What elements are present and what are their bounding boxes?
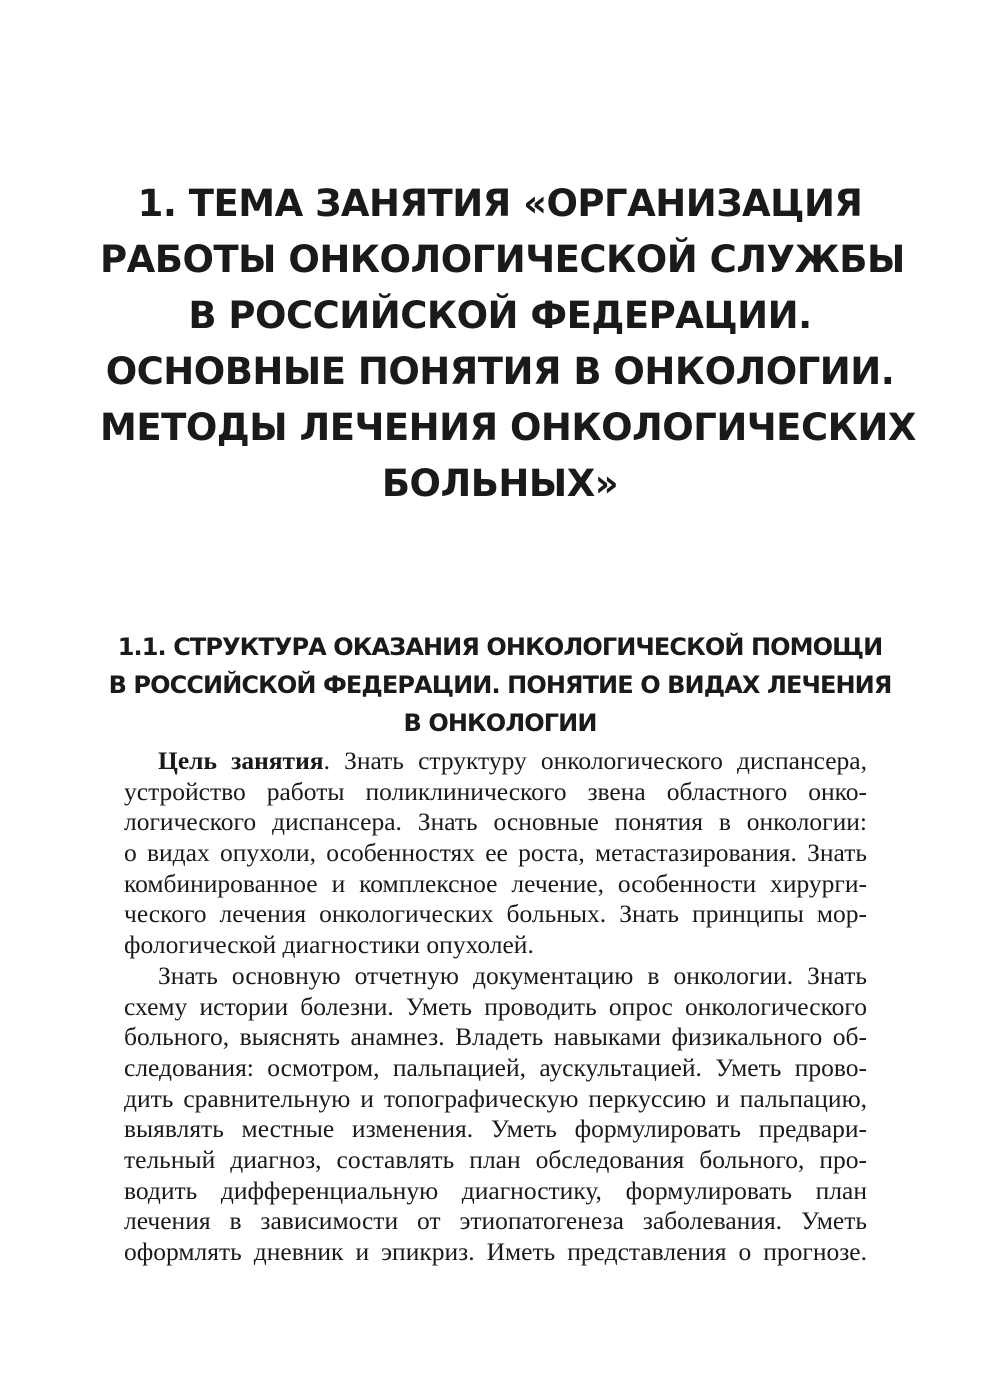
body-text [124, 746, 867, 1268]
paragraph-line: лечения в зависимости от этиопатогенеза заболевания. Уметь [124, 1206, 867, 1236]
paragraph-line: следования: осмотром, пальпацией, аускультацией. Уметь прово- [124, 1052, 867, 1082]
paragraph-line: больного, выяснять анамнез. Владеть навыками физикального об- [124, 1022, 867, 1052]
paragraph-line: устройство работы поликлинического звена областного онко- [124, 776, 867, 806]
paragraph-line [124, 746, 867, 777]
section-title [100, 628, 900, 742]
chapter-title-line: В РОССИЙСКОЙ ФЕДЕРАЦИИ. [188, 294, 812, 337]
paragraph-line: ческого лечения онкологических больных. Знать принципы мор- [124, 899, 867, 929]
goal-lead: Цель занятия [158, 746, 324, 775]
paragraph-skills [124, 961, 867, 1268]
chapter-title-line: ОСНОВНЫЕ ПОНЯТИЯ В ОНКОЛОГИИ. [105, 350, 895, 393]
paragraph-line: схему истории болезни. Уметь проводить опрос онкологического [124, 991, 867, 1021]
chapter-title [100, 176, 916, 512]
chapter-title-line: МЕТОДЫ ЛЕЧЕНИЯ ОНКОЛОГИЧЕСКИХ [100, 406, 916, 449]
paragraph-line: о видах опухоли, особенностях ее роста, метастазирования. Знать [124, 838, 867, 868]
chapter-title-line: РАБОТЫ ОНКОЛОГИЧЕСКОЙ СЛУЖБЫ [100, 238, 905, 281]
paragraph-line: комбинированное и комплексное лечение, особенности хирурги- [124, 868, 867, 898]
chapter-title-line: 1. ТЕМА ЗАНЯТИЯ «ОРГАНИЗАЦИЯ [137, 182, 863, 225]
paragraph-goals [124, 746, 867, 961]
paragraph-line: водить дифференциальную диагностику, формулировать план [124, 1175, 867, 1205]
paragraph-line: тельный диагноз, составлять план обследования больного, про- [124, 1144, 867, 1174]
paragraph-line: оформлять дневник и эпикриз. Иметь представления о прогнозе. [124, 1237, 867, 1266]
section-title-line: 1.1. СТРУКТУРА ОКАЗАНИЯ ОНКОЛОГИЧЕСКОЙ ПОМОЩИ [117, 633, 883, 661]
section-title-line: В РОССИЙСКОЙ ФЕДЕРАЦИИ. ПОНЯТИЕ О ВИДАХ ЛЕЧЕНИЯ [108, 671, 892, 699]
section-title-line: В ОНКОЛОГИИ [403, 709, 597, 737]
paragraph-line: выявлять местные изменения. Уметь формулировать предвари- [124, 1114, 867, 1144]
paragraph-line: фологической диагностики опухолей. [124, 930, 534, 960]
chapter-title-line: БОЛЬНЫХ» [381, 462, 619, 505]
paragraph-line: дить сравнительную и топографическую перкуссию и пальпацию, [124, 1083, 867, 1113]
goal-lead-rest: . Знать структуру онкологического диспансера, [323, 746, 867, 775]
paragraph-line: логического диспансера. Знать основные понятия в онкологии: [124, 807, 867, 837]
paragraph-line: Знать основную отчетную документацию в онкологии. Знать [158, 960, 867, 990]
